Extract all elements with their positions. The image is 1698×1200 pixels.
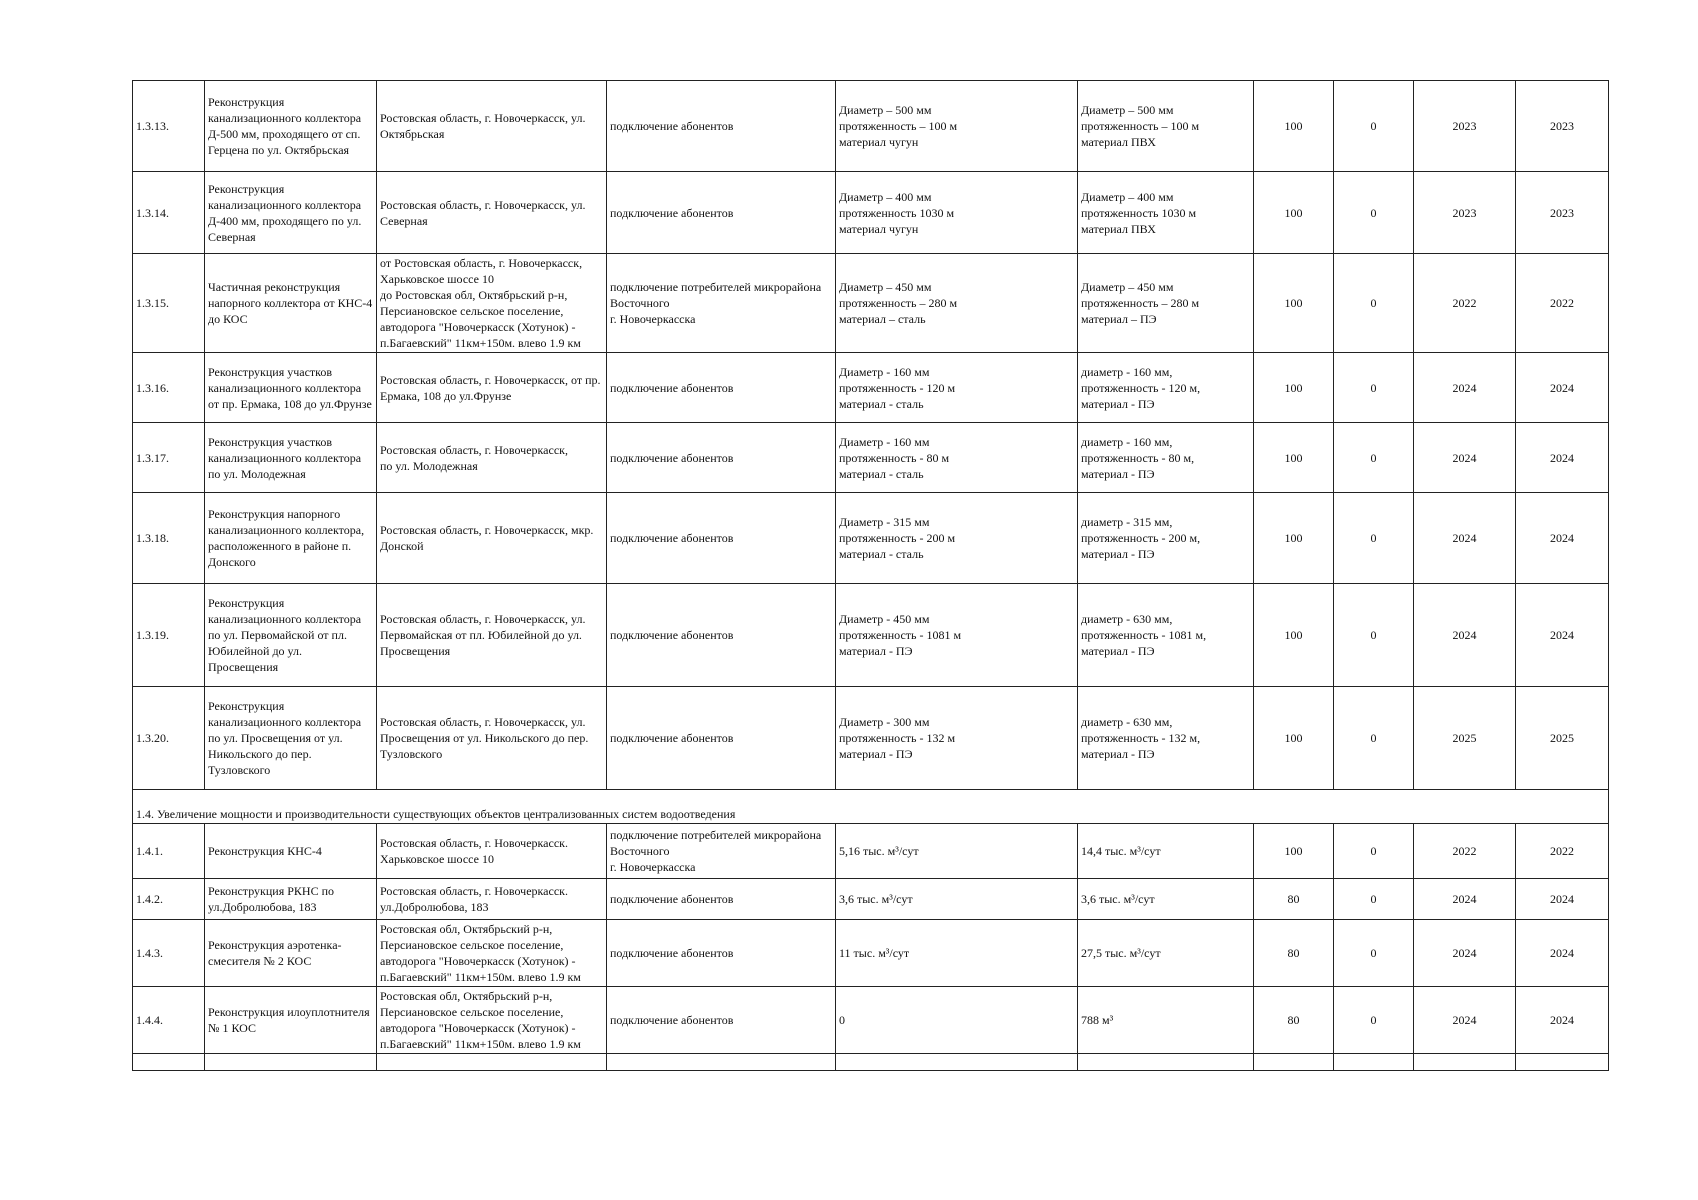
- cell-year-start: 2024: [1414, 493, 1516, 584]
- cell-number: 1.3.20.: [133, 687, 205, 790]
- document-sheet: [132, 80, 1608, 1071]
- cell-object-name: Реконструкция канализационного коллектора по ул. Просвещения от ул. Никольского до пер. Тузловского: [205, 687, 377, 790]
- cell-value-a: 100: [1254, 81, 1334, 172]
- cell-location: Ростовская область, г. Новочеркасск, от пр. Ермака, 108 до ул.Фрунзе: [377, 353, 607, 423]
- cell-parameters-before: Диаметр - 160 мм протяженность - 80 м материал - сталь: [836, 423, 1078, 493]
- cell-value-b: 0: [1334, 987, 1414, 1054]
- cell-year-start: 2024: [1414, 584, 1516, 687]
- cell-value-b: 0: [1334, 493, 1414, 584]
- cell-value-a: 100: [1254, 584, 1334, 687]
- cell-year-start: 2023: [1414, 172, 1516, 254]
- cell-value-a: 100: [1254, 254, 1334, 353]
- table-row: [133, 172, 1609, 254]
- cell-object-name: Реконструкция канализационного коллектора по ул. Первомайской от пл. Юбилейной до ул. Просвещения: [205, 584, 377, 687]
- cell-value-a: 100: [1254, 172, 1334, 254]
- cell-year-end: 2024: [1516, 353, 1609, 423]
- cell-number: 1.3.13.: [133, 81, 205, 172]
- cell-purpose: подключение потребителей микрорайона Восточного г. Новочеркасска: [607, 824, 836, 879]
- cell-location: Ростовская обл, Октябрьский р-н, Персиановское сельское поселение, автодорога "Новочеркасск (Хотунок) - п.Багаевский" 11км+150м. влево 1.9 км: [377, 920, 607, 987]
- cell-value-b: 0: [1334, 254, 1414, 353]
- cell-number: 1.3.17.: [133, 423, 205, 493]
- cell-value-b: 0: [1334, 824, 1414, 879]
- cell-year-end: 2024: [1516, 987, 1609, 1054]
- empty-cell: [1414, 1054, 1516, 1071]
- cell-parameters-before: Диаметр - 450 мм протяженность - 1081 м материал - ПЭ: [836, 584, 1078, 687]
- cell-parameters-before: Диаметр – 500 мм протяженность – 100 м материал чугун: [836, 81, 1078, 172]
- empty-cell: [1334, 1054, 1414, 1071]
- section-title-1-4: 1.4. Увеличение мощности и производительности существующих объектов централизованных систем водоотведения: [133, 790, 1609, 824]
- table-row: [133, 987, 1609, 1054]
- table-body-section-1-4: [133, 824, 1609, 1054]
- cell-parameters-before: Диаметр – 450 мм протяженность – 280 м материал – сталь: [836, 254, 1078, 353]
- cell-year-end: 2022: [1516, 254, 1609, 353]
- table-row: [133, 920, 1609, 987]
- cell-object-name: Реконструкция участков канализационного коллектора от пр. Ермака, 108 до ул.Фрунзе: [205, 353, 377, 423]
- cell-location: Ростовская область, г. Новочеркасск. ул.Добролюбова, 183: [377, 879, 607, 920]
- cell-value-b: 0: [1334, 172, 1414, 254]
- empty-cell: [133, 1054, 205, 1071]
- cell-year-end: 2024: [1516, 493, 1609, 584]
- cell-purpose: подключение потребителей микрорайона Восточного г. Новочеркасска: [607, 254, 836, 353]
- table-row: [133, 353, 1609, 423]
- empty-cell: [1516, 1054, 1609, 1071]
- cell-purpose: подключение абонентов: [607, 353, 836, 423]
- empty-cell: [1078, 1054, 1254, 1071]
- table-row: [133, 687, 1609, 790]
- cell-value-b: 0: [1334, 423, 1414, 493]
- empty-cell: [607, 1054, 836, 1071]
- cell-value-a: 80: [1254, 987, 1334, 1054]
- cell-value-a: 100: [1254, 353, 1334, 423]
- cell-purpose: подключение абонентов: [607, 172, 836, 254]
- table-body-section-1-3: [133, 81, 1609, 790]
- table-row: [133, 584, 1609, 687]
- cell-year-start: 2024: [1414, 920, 1516, 987]
- cell-location: Ростовская область, г. Новочеркасск, по ул. Молодежная: [377, 423, 607, 493]
- table-body-section-header: [133, 790, 1609, 824]
- cell-value-a: 80: [1254, 920, 1334, 987]
- cell-parameters-after: диаметр - 160 мм, протяженность - 120 м, материал - ПЭ: [1078, 353, 1254, 423]
- cell-purpose: подключение абонентов: [607, 879, 836, 920]
- cell-location: от Ростовская область, г. Новочеркасск, Харьковское шоссе 10 до Ростовская обл, Октябрьский р-н, Персиановское сельское поселение, автодорога "Новочеркасск (Хотунок) - п.Багаевский" 11км+150м. влево 1.9 км: [377, 254, 607, 353]
- cell-purpose: подключение абонентов: [607, 423, 836, 493]
- cell-number: 1.4.4.: [133, 987, 205, 1054]
- cell-number: 1.4.3.: [133, 920, 205, 987]
- table-row: [133, 824, 1609, 879]
- cell-purpose: подключение абонентов: [607, 987, 836, 1054]
- cell-location: Ростовская область, г. Новочеркасск, ул. Северная: [377, 172, 607, 254]
- cell-value-a: 80: [1254, 879, 1334, 920]
- cell-parameters-before: Диаметр - 315 мм протяженность - 200 м материал - сталь: [836, 493, 1078, 584]
- cell-value-a: 100: [1254, 493, 1334, 584]
- cell-parameters-after: 27,5 тыс. м³/сут: [1078, 920, 1254, 987]
- table-row: [133, 254, 1609, 353]
- cell-parameters-after: 788 м³: [1078, 987, 1254, 1054]
- cell-year-start: 2022: [1414, 824, 1516, 879]
- cell-parameters-after: диаметр - 630 мм, протяженность - 1081 м, материал - ПЭ: [1078, 584, 1254, 687]
- cell-year-start: 2023: [1414, 81, 1516, 172]
- table-row: [133, 423, 1609, 493]
- cell-object-name: Реконструкция илоуплотнителя № 1 КОС: [205, 987, 377, 1054]
- cell-purpose: подключение абонентов: [607, 687, 836, 790]
- cell-value-a: 100: [1254, 687, 1334, 790]
- cell-number: 1.3.14.: [133, 172, 205, 254]
- cell-parameters-after: диаметр - 315 мм, протяженность - 200 м, материал - ПЭ: [1078, 493, 1254, 584]
- cell-number: 1.3.19.: [133, 584, 205, 687]
- cell-parameters-after: диаметр - 160 мм, протяженность - 80 м, материал - ПЭ: [1078, 423, 1254, 493]
- cell-object-name: Реконструкция РКНС по ул.Добролюбова, 183: [205, 879, 377, 920]
- cell-object-name: Частичная реконструкция напорного коллектора от КНС-4 до КОС: [205, 254, 377, 353]
- cell-number: 1.3.18.: [133, 493, 205, 584]
- cell-value-b: 0: [1334, 584, 1414, 687]
- cell-parameters-after: диаметр - 630 мм, протяженность - 132 м, материал - ПЭ: [1078, 687, 1254, 790]
- cell-parameters-before: 11 тыс. м³/сут: [836, 920, 1078, 987]
- cell-number: 1.3.16.: [133, 353, 205, 423]
- empty-cell: [205, 1054, 377, 1071]
- cell-value-b: 0: [1334, 81, 1414, 172]
- cell-value-b: 0: [1334, 687, 1414, 790]
- cell-year-start: 2024: [1414, 423, 1516, 493]
- cell-purpose: подключение абонентов: [607, 81, 836, 172]
- cell-number: 1.4.2.: [133, 879, 205, 920]
- cell-year-end: 2024: [1516, 584, 1609, 687]
- cell-parameters-before: 0: [836, 987, 1078, 1054]
- cell-parameters-before: Диаметр - 160 мм протяженность - 120 м материал - сталь: [836, 353, 1078, 423]
- table-body-filler: [133, 1054, 1609, 1071]
- cell-purpose: подключение абонентов: [607, 493, 836, 584]
- table-row: [133, 879, 1609, 920]
- cell-value-b: 0: [1334, 353, 1414, 423]
- cell-year-start: 2024: [1414, 987, 1516, 1054]
- cell-parameters-after: Диаметр – 400 мм протяженность 1030 м материал ПВХ: [1078, 172, 1254, 254]
- cell-parameters-after: 3,6 тыс. м³/сут: [1078, 879, 1254, 920]
- table-row: [133, 81, 1609, 172]
- investment-program-table: [132, 80, 1609, 1071]
- cell-year-start: 2022: [1414, 254, 1516, 353]
- cell-year-end: 2025: [1516, 687, 1609, 790]
- cell-parameters-before: Диаметр – 400 мм протяженность 1030 м материал чугун: [836, 172, 1078, 254]
- empty-cell: [377, 1054, 607, 1071]
- cell-object-name: Реконструкция канализационного коллектора Д-400 мм, проходящего по ул. Северная: [205, 172, 377, 254]
- cell-value-b: 0: [1334, 879, 1414, 920]
- cell-year-end: 2023: [1516, 81, 1609, 172]
- cell-year-end: 2023: [1516, 172, 1609, 254]
- cell-parameters-before: Диаметр - 300 мм протяженность - 132 м материал - ПЭ: [836, 687, 1078, 790]
- cell-year-start: 2024: [1414, 353, 1516, 423]
- cell-parameters-after: Диаметр – 450 мм протяженность – 280 м материал – ПЭ: [1078, 254, 1254, 353]
- cell-parameters-before: 5,16 тыс. м³/сут: [836, 824, 1078, 879]
- cell-location: Ростовская область, г. Новочеркасск, ул. Октябрьская: [377, 81, 607, 172]
- cell-year-end: 2024: [1516, 920, 1609, 987]
- cell-value-b: 0: [1334, 920, 1414, 987]
- empty-cell: [836, 1054, 1078, 1071]
- cell-year-start: 2025: [1414, 687, 1516, 790]
- cell-object-name: Реконструкция аэротенка-смесителя № 2 КОС: [205, 920, 377, 987]
- cell-object-name: Реконструкция напорного канализационного коллектора, расположенного в районе п. Донского: [205, 493, 377, 584]
- empty-row: [133, 1054, 1609, 1071]
- cell-location: Ростовская область, г. Новочеркасск, ул. Первомайская от пл. Юбилейной до ул. Просвещения: [377, 584, 607, 687]
- cell-year-start: 2024: [1414, 879, 1516, 920]
- cell-year-end: 2024: [1516, 879, 1609, 920]
- cell-year-end: 2022: [1516, 824, 1609, 879]
- cell-object-name: Реконструкция участков канализационного коллектора по ул. Молодежная: [205, 423, 377, 493]
- section-header-row: [133, 790, 1609, 824]
- cell-parameters-after: 14,4 тыс. м³/сут: [1078, 824, 1254, 879]
- cell-parameters-after: Диаметр – 500 мм протяженность – 100 м материал ПВХ: [1078, 81, 1254, 172]
- cell-object-name: Реконструкция канализационного коллектора Д-500 мм, проходящего от сп. Герцена по ул. Октябрьская: [205, 81, 377, 172]
- cell-location: Ростовская область, г. Новочеркасск, мкр. Донской: [377, 493, 607, 584]
- cell-number: 1.4.1.: [133, 824, 205, 879]
- table-row: [133, 493, 1609, 584]
- cell-location: Ростовская область, г. Новочеркасск. Харьковское шоссе 10: [377, 824, 607, 879]
- cell-year-end: 2024: [1516, 423, 1609, 493]
- empty-cell: [1254, 1054, 1334, 1071]
- cell-object-name: Реконструкция КНС-4: [205, 824, 377, 879]
- cell-parameters-before: 3,6 тыс. м³/сут: [836, 879, 1078, 920]
- cell-location: Ростовская область, г. Новочеркасск, ул. Просвещения от ул. Никольского до пер. Тузловского: [377, 687, 607, 790]
- cell-purpose: подключение абонентов: [607, 920, 836, 987]
- cell-number: 1.3.15.: [133, 254, 205, 353]
- cell-value-a: 100: [1254, 824, 1334, 879]
- cell-location: Ростовская обл, Октябрьский р-н, Персиановское сельское поселение, автодорога "Новочеркасск (Хотунок) - п.Багаевский" 11км+150м. влево 1.9 км: [377, 987, 607, 1054]
- cell-value-a: 100: [1254, 423, 1334, 493]
- cell-purpose: подключение абонентов: [607, 584, 836, 687]
